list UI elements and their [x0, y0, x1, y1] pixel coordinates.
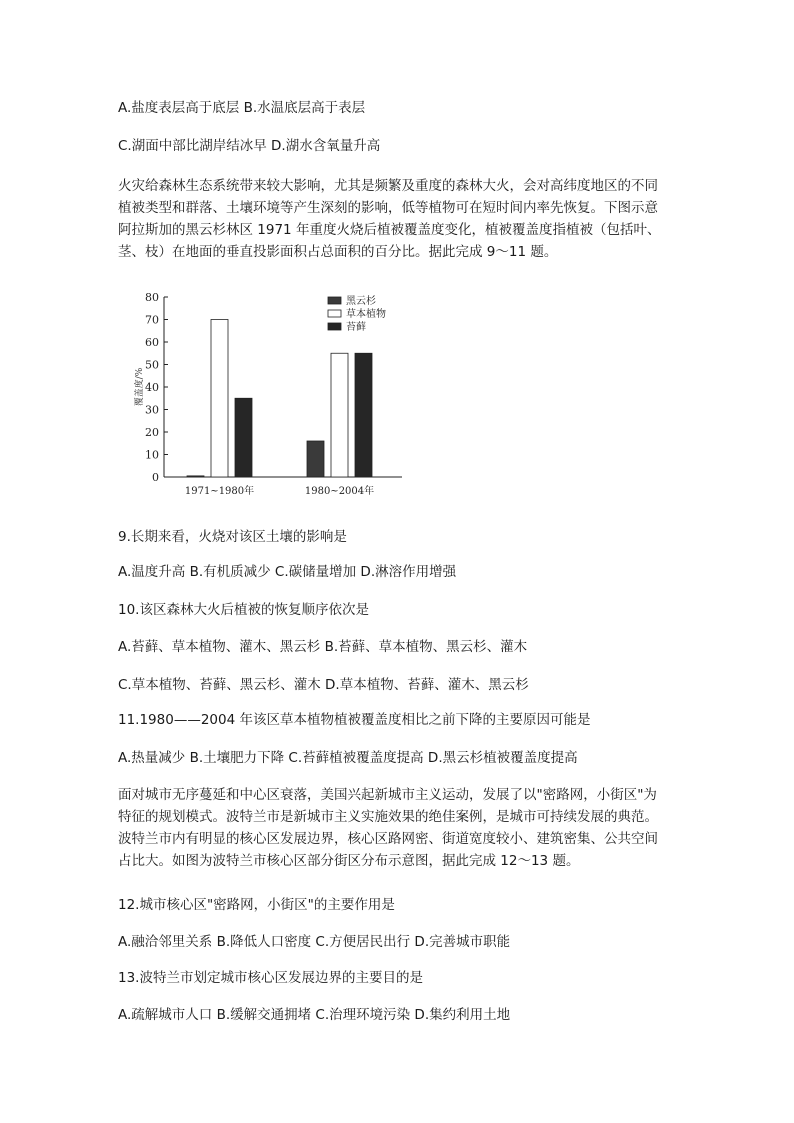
legend-label: 草本植物 [346, 309, 386, 320]
y-axis-label: 覆盖度/% [135, 367, 145, 407]
q12-stem: 12.城市核心区"密路网，小街区"的主要作用是 [118, 897, 395, 913]
x-tick-label: 1980~2004年 [304, 486, 375, 497]
q13-options: A.疏解城市人口 B.缓解交通拥堵 C.治理环境污染 D.集约利用土地 [118, 1007, 511, 1023]
q9-stem: 9.长期来看，火烧对该区土壤的影响是 [118, 529, 347, 545]
legend-swatch [328, 310, 341, 317]
city-passage-line: 特征的规划模式。波特兰市是新城市主义实施效果的绝佳案例，是城市可持续发展的典范。 [118, 809, 658, 825]
city-passage-line: 占比大。如图为波特兰市核心区部分街区分布示意图，据此完成 12～13 题。 [118, 853, 580, 869]
legend-swatch [328, 297, 341, 304]
q11-stem: 11.1980——2004 年该区草本植物植被覆盖度相比之前下降的主要原因可能是 [118, 712, 591, 728]
legend-label: 黑云杉 [346, 296, 376, 307]
bar [187, 476, 204, 477]
y-tick-label: 10 [145, 448, 159, 462]
q10-options-ab: A.苔藓、草本植物、灌木、黑云杉 B.苔藓、草本植物、黑云杉、灌木 [118, 639, 528, 655]
fire-passage-line: 阿拉斯加的黑云杉林区 1971 年重度火烧后植被覆盖度变化，植被覆盖度指植被（包括叶、 [118, 222, 661, 238]
fire-passage-line: 植被类型和群落、土壤环境等产生深刻的影响，低等植物可在短时间内率先恢复。下图示意 [118, 200, 658, 216]
bar [211, 320, 228, 478]
legend-label: 苔藓 [346, 322, 366, 333]
y-tick-label: 30 [145, 403, 159, 417]
fire-passage-line: 茎、枝）在地面的垂直投影面积占总面积的百分比。据此完成 9～11 题。 [118, 244, 558, 260]
q11-options: A.热量减少 B.土壤肥力下降 C.苔藓植被覆盖度提高 D.黑云杉植被覆盖度提高 [118, 750, 578, 766]
x-tick-label: 1971~1980年 [184, 486, 255, 497]
vegetation-coverage-chart [118, 286, 418, 502]
q12-options: A.融洽邻里关系 B.降低人口密度 C.方便居民出行 D.完善城市职能 [118, 934, 511, 950]
city-passage-line: 波特兰市内有明显的核心区发展边界，核心区路网密、街道宽度较小、建筑密集、公共空间 [118, 831, 658, 847]
y-tick-label: 40 [145, 381, 159, 394]
y-tick-label: 70 [145, 313, 159, 327]
y-tick-label: 20 [145, 426, 159, 439]
q10-options-cd: C.草本植物、苔藓、黑云杉、灌木 D.草本植物、苔藓、灌木、黑云杉 [118, 677, 529, 693]
bar [235, 398, 252, 477]
city-passage-line: 面对城市无序蔓延和中心区衰落，美国兴起新城市主义运动，发展了以"密路网，小街区"为 [118, 787, 657, 803]
bar [307, 441, 324, 477]
y-tick-label: 0 [152, 471, 159, 484]
legend-swatch [328, 323, 341, 330]
q9-options: A.温度升高 B.有机质减少 C.碳储量增加 D.淋溶作用增强 [118, 564, 457, 580]
bar [331, 353, 348, 477]
bar [355, 353, 372, 477]
q8-options-cd: C.湖面中部比湖岸结冰早 D.湖水含氧量升高 [118, 138, 381, 154]
fire-passage [118, 175, 678, 263]
y-tick-label: 50 [145, 358, 159, 372]
q10-stem: 10.该区森林大火后植被的恢复顺序依次是 [118, 602, 369, 618]
q13-stem: 13.波特兰市划定城市核心区发展边界的主要目的是 [118, 970, 423, 986]
city-passage [118, 784, 678, 872]
fire-passage-line: 火灾给森林生态系统带来较大影响，尤其是频繁及重度的森林大火，会对高纬度地区的不同 [118, 178, 658, 194]
y-tick-label: 60 [145, 336, 159, 349]
y-tick-label: 80 [145, 291, 159, 304]
q8-options-ab: A.盐度表层高于底层 B.水温底层高于表层 [118, 100, 366, 116]
